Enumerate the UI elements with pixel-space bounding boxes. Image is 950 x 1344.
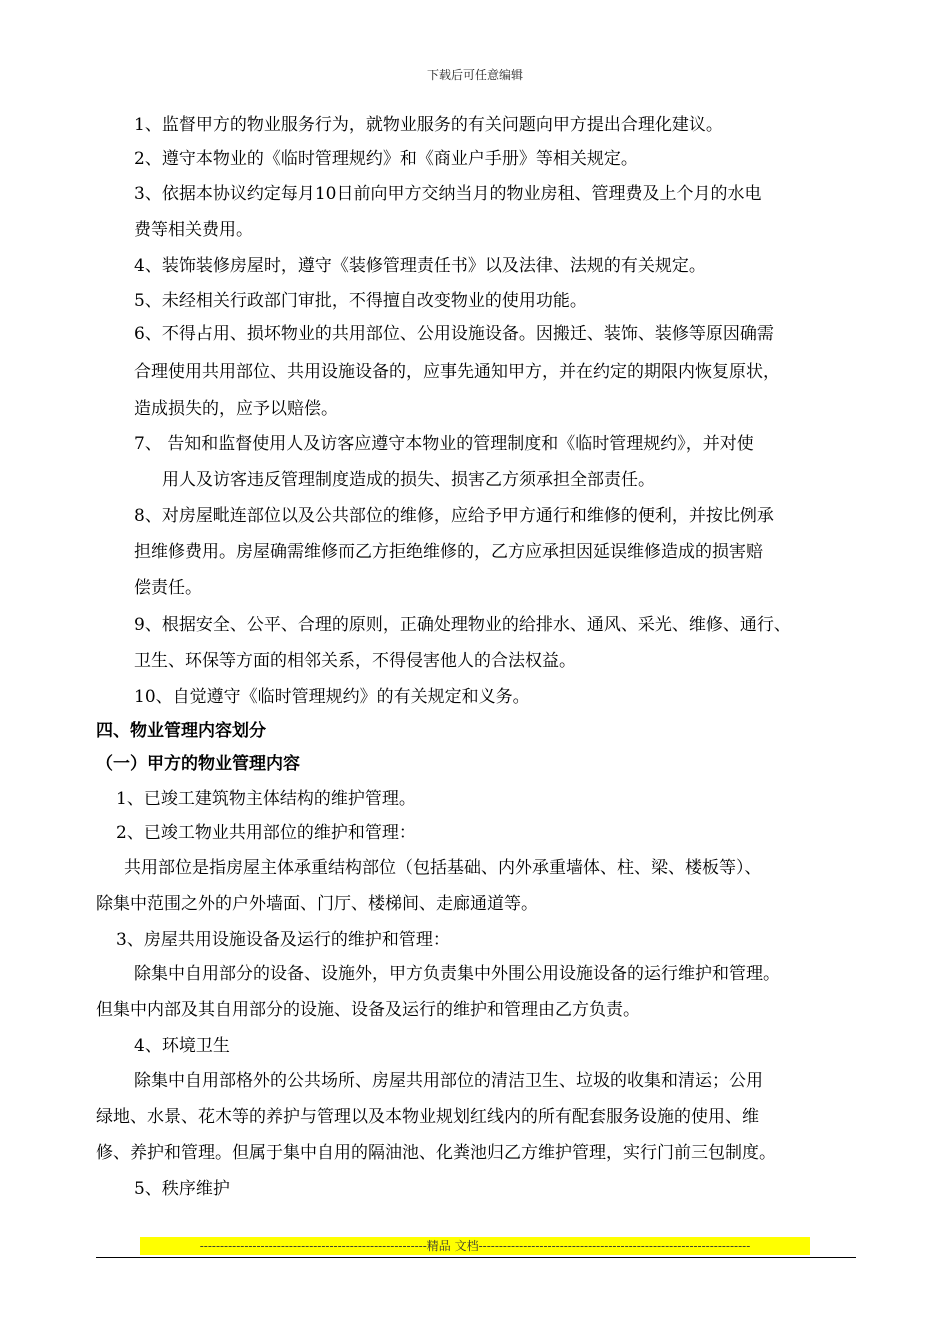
text-line: 费等相关费用。 — [134, 220, 253, 240]
footer-banner: --------------------------------------------------------精品 文档------------------------------------------------------------------- — [140, 1237, 810, 1255]
text-line: 修、养护和管理。但属于集中自用的隔油池、化粪池归乙方维护管理，实行门前三包制度。 — [96, 1143, 776, 1163]
text-line: 6、不得占用、损坏物业的共用部位、公用设施设备。因搬迁、装饰、装修等原因确需 — [134, 324, 774, 344]
text-line: 除集中自用部分的设备、设施外，甲方负责集中外围公用设施设备的运行维护和管理。 — [134, 964, 780, 984]
text-line: 1、监督甲方的物业服务行为，就物业服务的有关问题向甲方提出合理化建议。 — [134, 115, 723, 135]
text-line: 5、未经相关行政部门审批，不得擅自改变物业的使用功能。 — [134, 291, 587, 311]
text-line: 7、 告知和监督使用人及访客应遵守本物业的管理制度和《临时管理规约》，并对使 — [134, 434, 754, 454]
text-line: 合理使用共用部位、共用设施设备的，应事先通知甲方，并在约定的期限内恢复原状， — [134, 362, 780, 382]
text-line: 1、已竣工建筑物主体结构的维护管理。 — [116, 789, 416, 809]
text-line: 但集中内部及其自用部分的设施、设备及运行的维护和管理由乙方负责。 — [96, 1000, 640, 1020]
text-line: 8、对房屋毗连部位以及公共部位的维修，应给予甲方通行和维修的便利，并按比例承 — [134, 506, 774, 526]
text-line: 除集中范围之外的户外墙面、门厅、楼梯间、走廊通道等。 — [96, 894, 538, 914]
subsection-heading: （一）甲方的物业管理内容 — [96, 754, 300, 774]
text-line: 偿责任。 — [134, 578, 202, 598]
text-line: 3、房屋共用设施设备及运行的维护和管理： — [116, 930, 450, 950]
text-line: 4、环境卫生 — [134, 1036, 230, 1056]
text-line: 卫生、环保等方面的相邻关系，不得侵害他人的合法权益。 — [134, 651, 576, 671]
text-line: 担维修费用。房屋确需维修而乙方拒绝维修的，乙方应承担因延误维修造成的损害赔 — [134, 542, 763, 562]
text-line: 3、依据本协议约定每月10日前向甲方交纳当月的物业房租、管理费及上个月的水电 — [134, 184, 762, 204]
text-line: 绿地、水景、花木等的养护与管理以及本物业规划红线内的所有配套服务设施的使用、维 — [96, 1107, 759, 1127]
text-line: 5、秩序维护 — [134, 1179, 230, 1199]
text-line: 4、装饰装修房屋时，遵守《装修管理责任书》以及法律、法规的有关规定。 — [134, 256, 706, 276]
text-line: 9、根据安全、公平、合理的原则，正确处理物业的给排水、通风、采光、维修、通行、 — [134, 615, 791, 635]
page-header: 下载后可任意编辑 — [426, 68, 523, 82]
text-line: 除集中自用部格外的公共场所、房屋共用部位的清洁卫生、垃圾的收集和清运；公用 — [134, 1071, 763, 1091]
text-line: 10、自觉遵守《临时管理规约》的有关规定和义务。 — [134, 687, 530, 707]
text-line: 造成损失的，应予以赔偿。 — [134, 399, 338, 419]
text-line: 共用部位是指房屋主体承重结构部位（包括基础、内外承重墙体、柱、梁、楼板等）、 — [124, 858, 762, 878]
footer-divider — [96, 1257, 856, 1258]
text-line: 2、遵守本物业的《临时管理规约》和《商业户手册》等相关规定。 — [134, 149, 638, 169]
text-line: 用人及访客违反管理制度造成的损失、损害乙方须承担全部责任。 — [162, 470, 655, 490]
section-heading: 四、物业管理内容划分 — [96, 721, 266, 741]
text-line: 2、已竣工物业共用部位的维护和管理： — [116, 823, 416, 843]
